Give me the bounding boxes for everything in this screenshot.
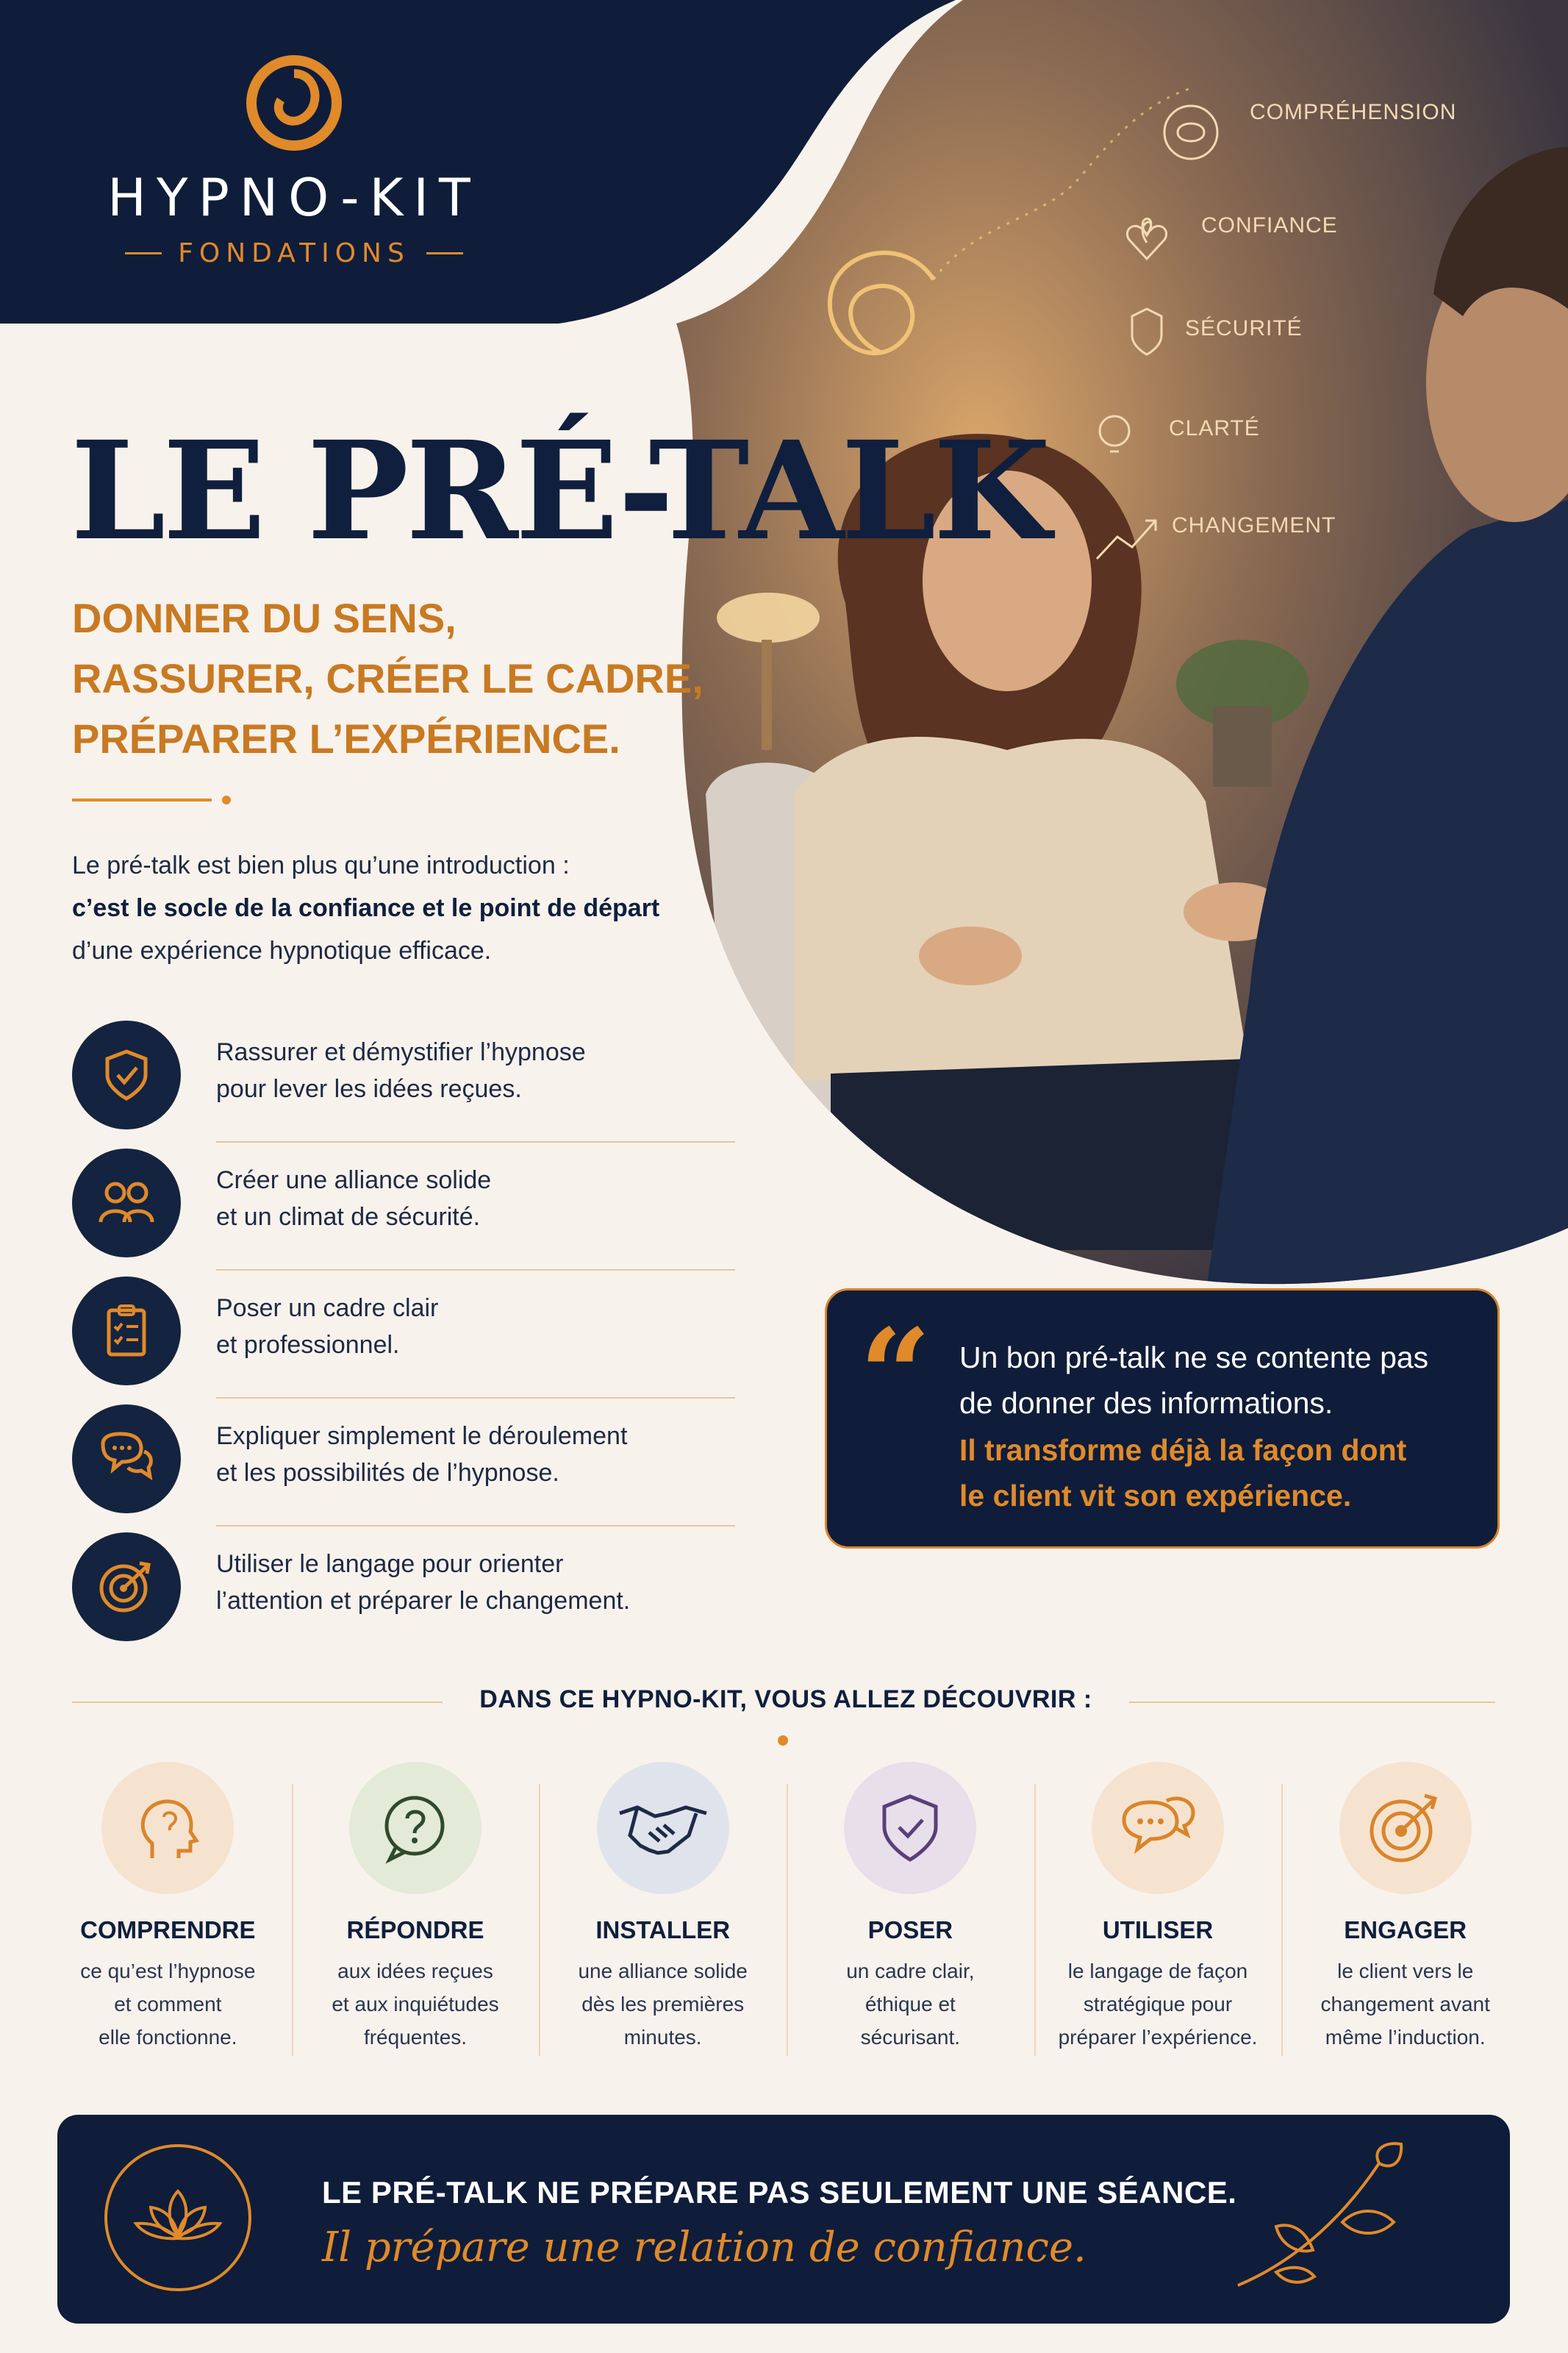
feature-item (1281, 1762, 1529, 2063)
feature-line: stratégique pour (1083, 1993, 1233, 2015)
feature-line: le client vers le (1337, 1960, 1474, 1982)
list-item-line: et professionnel. (216, 1331, 400, 1359)
list-item-line: Expliquer simplement le déroulement (216, 1422, 628, 1450)
quote-accent-line: Il transforme déjà la façon dont (959, 1433, 1407, 1467)
lotus-icon (104, 2144, 251, 2291)
feature-title: ENGAGER (1344, 1916, 1467, 1943)
label-comprehension: COMPRÉHENSION (1250, 100, 1457, 124)
list-item (72, 1271, 737, 1399)
subtitle-line-2: RASSURER, CRÉER LE CADRE, (72, 655, 704, 701)
list-item-text (216, 1162, 731, 1235)
intro-line-1: Le pré-talk est bien plus qu’une introduction : (72, 851, 570, 879)
feature-title: INSTALLER (595, 1916, 731, 1943)
list-item (72, 1143, 737, 1271)
clipboard-checklist-icon (72, 1277, 181, 1385)
divider (426, 252, 463, 254)
feature-line: une alliance solide (578, 1960, 748, 1982)
feature-item (787, 1762, 1034, 2063)
list-item-line: pour lever les idées reçues. (216, 1075, 522, 1103)
feature-description (787, 1954, 1034, 2054)
feature-description (1034, 1954, 1282, 2054)
feature-description (1281, 1954, 1529, 2054)
handshake-icon (597, 1762, 729, 1894)
list-item-text (216, 1546, 731, 1619)
question-bubble-icon (349, 1762, 482, 1894)
divider (1129, 1702, 1495, 1703)
feature-line: même l’induction. (1325, 2026, 1486, 2049)
logo (88, 51, 500, 268)
list-item-line: Rassurer et démystifier l’hypnose (216, 1038, 586, 1066)
quote-mark-icon: “ (859, 1302, 931, 1449)
list-item-text (216, 1418, 731, 1491)
spiral-logo-icon (243, 51, 346, 154)
label-confiance: CONFIANCE (1201, 213, 1338, 238)
list-item-line: Poser un cadre clair (216, 1294, 439, 1322)
feature-line: sécurisant. (860, 2026, 961, 2049)
quote-line: Un bon pré-talk ne se contente pas (959, 1340, 1429, 1374)
lightbulb-icon (1100, 416, 1129, 451)
feature-line: et comment (114, 1993, 222, 2015)
feature-item (44, 1762, 292, 2063)
intro-line-bold: c’est le socle de la confiance et le point de départ (72, 894, 660, 922)
quote-text (959, 1335, 1474, 1426)
feature-description (539, 1954, 787, 2054)
closing-banner (57, 2115, 1510, 2324)
floating-icons (1088, 88, 1235, 574)
speech-bubbles-icon (72, 1404, 181, 1513)
feature-item (292, 1762, 540, 2063)
section-title: DANS CE HYPNO-KIT, VOUS ALLEZ DÉCOUVRIR : (479, 1685, 1092, 1713)
list-item (72, 1399, 737, 1527)
label-clarte: CLARTÉ (1169, 416, 1260, 440)
brand-subtitle: FONDATIONS (178, 238, 410, 268)
page-title: LE PRÉ-TALK (71, 412, 1048, 571)
list-item-line: Utiliser le langage pour orienter (216, 1550, 564, 1578)
feature-line: dès les premières (581, 1993, 745, 2015)
list-item-line: et les possibilités de l’hypnose. (216, 1459, 559, 1487)
label-securite: SÉCURITÉ (1185, 316, 1303, 340)
feature-row (44, 1762, 1529, 2063)
feature-title: POSER (867, 1916, 953, 1943)
shield-check-icon (72, 1021, 181, 1129)
shield-icon (1132, 309, 1161, 354)
feature-line: ce qu’est l’hypnose (80, 1960, 256, 1982)
feature-line: elle fonctionne. (99, 2026, 237, 2049)
people-icon (72, 1149, 181, 1257)
feature-title: RÉPONDRE (346, 1916, 484, 1943)
list-item (72, 1015, 737, 1143)
brand-subtitle-row (88, 238, 500, 268)
feature-line: préparer l’expérience. (1058, 2026, 1258, 2049)
feature-line: et aux inquiétudes (332, 1993, 499, 2015)
heart-icon (1127, 218, 1166, 259)
banner-headline: LE PRÉ-TALK NE PRÉPARE PAS SEULEMENT UNE SÉANCE. (322, 2175, 1237, 2210)
list-item (72, 1527, 737, 1654)
quote-accent-text (959, 1427, 1474, 1518)
feature-line: un cadre clair, (846, 1960, 975, 1982)
head-profile-icon (101, 1762, 234, 1894)
chat-bubbles-icon (1092, 1762, 1224, 1894)
list-item-line: et un climat de sécurité. (216, 1203, 481, 1231)
hero-subtitle (72, 588, 734, 769)
divider-dot (778, 1735, 788, 1746)
subtitle-line-1: DONNER DU SENS, (72, 595, 457, 641)
list-item-text (216, 1034, 731, 1107)
quote-box (825, 1288, 1500, 1549)
shield-check-icon (844, 1762, 976, 1894)
list-item-line: l’attention et préparer le changement. (216, 1587, 631, 1615)
brand-name: HYPNO-KIT (107, 168, 481, 228)
feature-description (44, 1954, 292, 2054)
trend-arrow-icon (1097, 521, 1156, 559)
branch-icon (1232, 2141, 1423, 2296)
target-arrow-icon (1339, 1762, 1472, 1894)
divider (125, 252, 162, 254)
feature-line: aux idées reçues (337, 1960, 493, 1982)
benefit-list (72, 1015, 737, 1654)
brain-icon (1164, 106, 1217, 159)
feature-description (292, 1954, 540, 2054)
intro-text (72, 844, 734, 972)
banner-tagline: Il prépare une relation de confiance. (322, 2224, 1086, 2271)
target-icon (72, 1532, 181, 1641)
feature-item (1034, 1762, 1282, 2063)
quote-line: de donner des informations. (959, 1386, 1333, 1420)
subtitle-line-3: PRÉPARER L’EXPÉRIENCE. (72, 715, 620, 762)
list-item-line: Créer une alliance solide (216, 1166, 492, 1194)
quote-accent-line: le client vit son expérience. (959, 1479, 1352, 1513)
feature-line: changement avant (1320, 1993, 1490, 2015)
divider-dot (222, 796, 231, 804)
divider (72, 799, 212, 801)
feature-line: le langage de façon (1067, 1960, 1248, 1982)
label-changement: CHANGEMENT (1172, 513, 1336, 538)
intro-line-3: d’une expérience hypnotique efficace. (72, 937, 492, 965)
feature-title: UTILISER (1102, 1916, 1214, 1943)
feature-line: minutes. (623, 2026, 702, 2049)
divider (72, 1702, 443, 1703)
feature-title: COMPRENDRE (80, 1916, 256, 1943)
feature-line: éthique et (864, 1993, 956, 2015)
feature-line: fréquentes. (363, 2026, 468, 2049)
list-item-text (216, 1290, 731, 1363)
feature-item (539, 1762, 787, 2063)
